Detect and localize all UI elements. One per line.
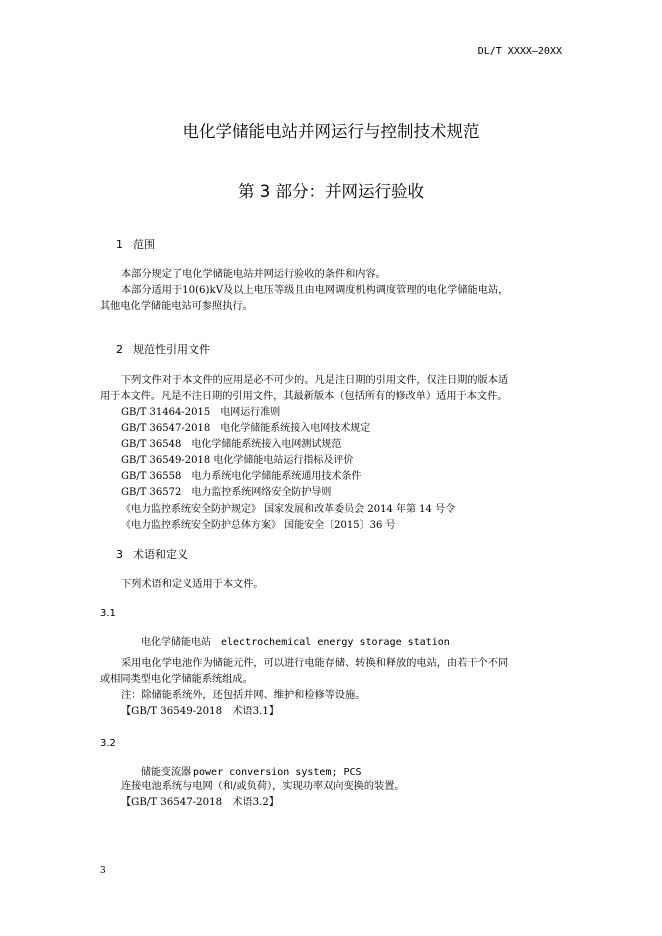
clause-3-1-body: [100, 656, 562, 720]
paragraph: 下列文件对于本文件的应用是必不可少的。凡是注日期的引用文件，仅注日期的版本适: [121, 375, 509, 386]
source-reference: 【GB/T 36547-2018 术语3.2】: [121, 797, 280, 808]
term-3-1: [141, 633, 450, 648]
reference-item: GB/T 31464-2015 电网运行准则: [121, 407, 281, 418]
part-title: 第 3 部分：并网运行验收: [238, 182, 424, 201]
section-title: 术语和定义: [133, 548, 188, 561]
paragraph: 本部分适用于10(6)kV及以上电压等级且由电网调度机构调度管理的电化学储能电站，: [121, 285, 509, 296]
definition: 采用电化学电池作为储能元件，可以进行电能存储、转换和释放的电站，由若干个不同: [121, 658, 509, 669]
definition: 连接电池系统与电网（和/或负荷），实现功率双向变换的装置。: [121, 781, 405, 792]
section-title: 范围: [133, 238, 155, 251]
paragraph: 本部分规定了电化学储能电站并网运行验收的条件和内容。: [121, 269, 386, 280]
reference-item: 《电力监控系统安全防护规定》 国家发展和改革委员会 2014 年第 14 号令: [121, 503, 456, 515]
reference-item: GB/T 36558 电力系统电化学储能系统通用技术条件: [121, 471, 362, 483]
section-1-body: [100, 267, 562, 315]
page-number: 3: [100, 866, 106, 876]
term-zh: 储能变流器: [141, 767, 191, 778]
section-number: 3: [116, 548, 123, 561]
reference-item: GB/T 36547-2018 电化学储能系统接入电网技术规定: [121, 423, 371, 435]
standard-code: DL/T XXXX—20XX: [477, 46, 562, 57]
section-2-heading: [116, 341, 210, 357]
reference-item: GB/T 36572 电力监控系统网络安全防护导则: [121, 487, 332, 499]
clause-3-2-number: 3.2: [100, 738, 116, 749]
document-title: 电化学储能电站并网运行与控制技术规范: [182, 122, 480, 141]
clause-3-2-body: [100, 779, 562, 811]
paragraph-continuation: 用于本文件。凡是不注日期的引用文件，其最新版本（包括所有的修改单）适用于本文件。: [100, 391, 508, 402]
clause-3-1-number: 3.1: [100, 608, 116, 619]
section-3-heading: [116, 546, 188, 562]
term-en: electrochemical energy storage station: [221, 637, 450, 648]
reference-item: GB/T 36548 电化学储能系统接入电网测试规范: [121, 439, 342, 451]
term-3-2: [141, 763, 362, 778]
reference-list: [121, 405, 455, 534]
reference-item: 《电力监控系统安全防护总体方案》 国能安全〔2015〕36 号: [121, 519, 396, 531]
reference-item: GB/T 36549-2018 电化学储能电站运行指标及评价: [121, 455, 354, 467]
section-number: 1: [116, 238, 123, 251]
section-3-intro: [100, 577, 562, 593]
term-zh: 电化学储能电站: [141, 637, 211, 648]
section-number: 2: [116, 343, 123, 356]
term-en: power conversion system; PCS: [193, 767, 362, 778]
section-title: 规范性引用文件: [133, 343, 210, 356]
note: 注：除储能系统外，还包括并网、维护和检修等设施。: [121, 690, 366, 701]
paragraph: 下列术语和定义适用于本文件。: [121, 579, 264, 590]
section-1-heading: [116, 236, 155, 252]
section-2-body: [100, 373, 562, 405]
definition-continuation: 或相同类型电化学储能系统组成。: [100, 674, 253, 685]
paragraph-continuation: 其他电化学储能电站可参照执行。: [100, 301, 253, 312]
source-reference: 【GB/T 36549-2018 术语3.1】: [121, 706, 280, 717]
